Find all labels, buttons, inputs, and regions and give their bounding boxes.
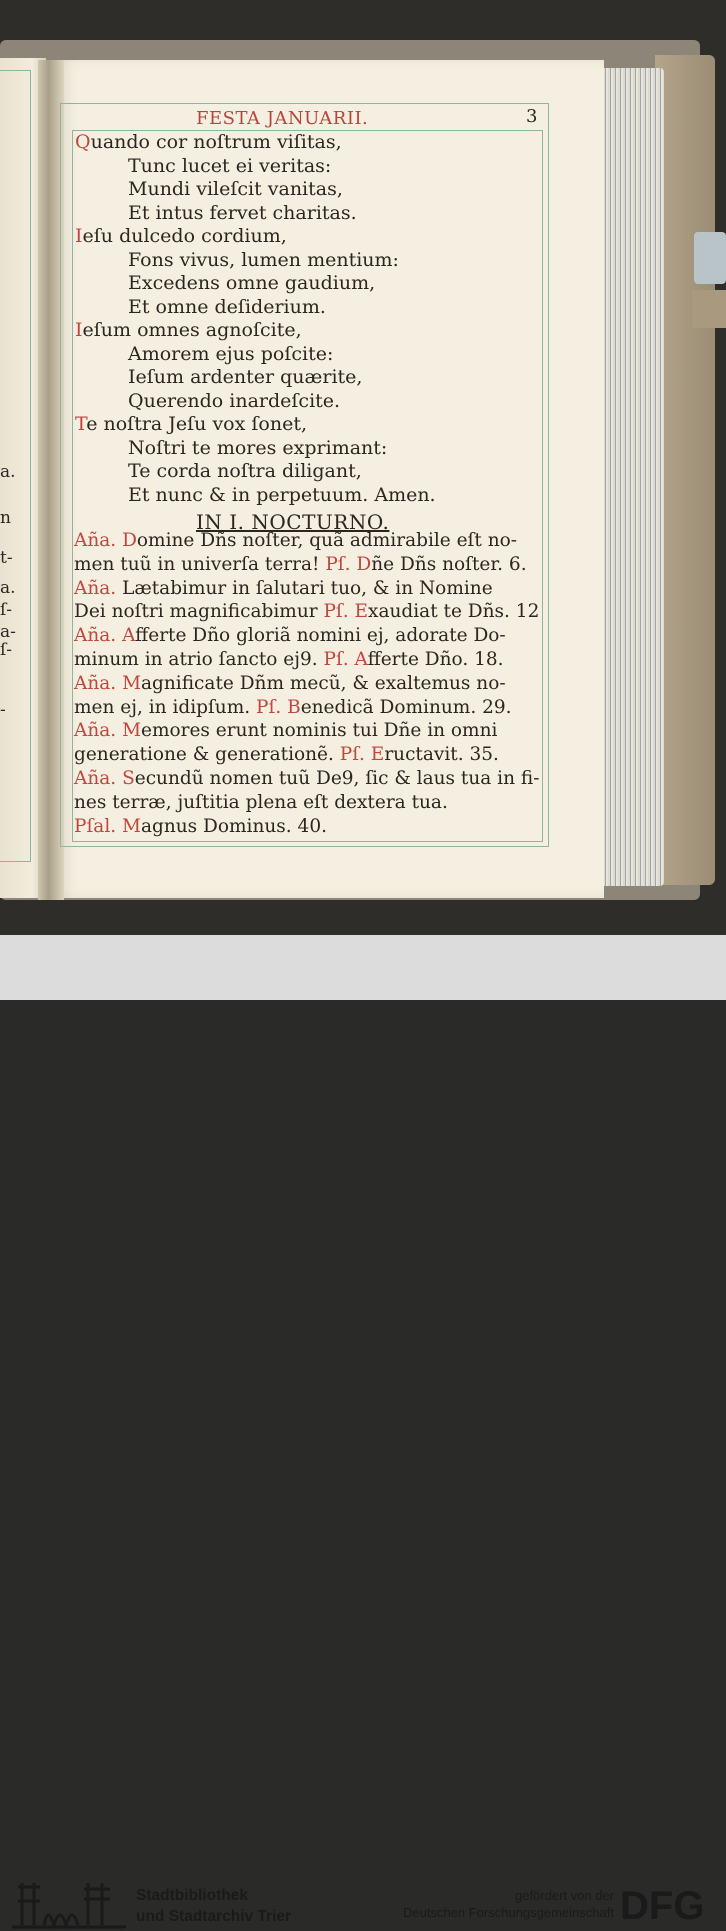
hymn-line-text: Amorem ejus poſcite: — [128, 342, 334, 365]
hymn-line — [75, 131, 342, 153]
book-cover-right — [655, 55, 715, 885]
left-page-fragment: ſ- — [0, 640, 13, 660]
page-number: 3 — [526, 106, 538, 127]
antiphon-line — [74, 768, 539, 790]
antiphon-text: enedicã Dominum. 29. — [300, 696, 512, 718]
rubric-text: Aña. M — [74, 672, 142, 694]
hymn-line-text: uando cor noſtrum viſitas, — [90, 131, 342, 153]
red-initial: T — [75, 413, 87, 435]
running-header: FESTA JANUARII. — [196, 108, 369, 129]
antiphon-line — [74, 697, 512, 719]
hymn-line — [128, 390, 340, 412]
antiphon-text: ñe Dñs noſter. 6. — [371, 553, 527, 575]
hymn-line — [75, 319, 302, 341]
hymn-line — [128, 366, 362, 388]
hymn-line — [128, 155, 331, 177]
antiphon-line — [74, 649, 504, 671]
rubric-text: Pſ. B — [256, 696, 301, 718]
hymn-line-text: Te corda noſtra diligant, — [128, 460, 362, 482]
rubric-text: Aña. A — [74, 625, 136, 647]
hymn-line-text: eſu dulcedo cordium, — [82, 225, 287, 247]
hymn-line-text: eſum omnes agnoſcite, — [82, 319, 302, 341]
rubric-text: Aña. M — [74, 720, 142, 742]
antiphon-text: omine Dñs noſter, quã admirabile eſt no- — [136, 530, 518, 551]
hymn-line — [75, 413, 307, 435]
hymn-line-text: Tunc lucet ei veritas: — [128, 154, 332, 177]
hymn-line — [128, 178, 343, 200]
antiphon-line — [74, 554, 527, 576]
antiphon-line — [74, 578, 493, 600]
antiphon-line — [74, 673, 506, 695]
left-page-fragment: ſ- — [0, 600, 13, 620]
antiphon-line — [74, 530, 517, 552]
red-initial: I — [75, 225, 83, 247]
antiphon-line — [74, 816, 327, 838]
nocturn-heading: IN I. NOCTURNO. — [196, 510, 390, 534]
hymn-line-text: Mundi vileſcit vanitas, — [128, 178, 343, 200]
left-page-fragment: t- — [0, 548, 13, 568]
antiphon-text: fferte Dño gloriã nomini ej, adorate Do- — [135, 625, 506, 647]
rubric-text: Pſ. E — [323, 601, 369, 623]
antiphon-line — [74, 625, 506, 647]
antiphon-line — [74, 744, 499, 766]
left-page-fragment: - — [0, 700, 6, 720]
clasp-strap — [692, 290, 726, 328]
library-name — [136, 1885, 291, 1927]
library-name-line1: Stadtbibliothek — [136, 1887, 248, 1904]
antiphon-text: ructavit. 35. — [384, 744, 499, 766]
footer-bar — [0, 935, 726, 1925]
rubric-text: Aña. S — [74, 768, 135, 789]
hymn-line-text: Et omne deſiderium. — [128, 295, 326, 318]
hymn-line — [128, 437, 387, 459]
hymn-line-text: e noſtra Jeſu vox ſonet, — [86, 413, 308, 435]
hymn-line-text: Et intus fervet charitas. — [128, 201, 357, 224]
hymn-line — [128, 272, 375, 294]
hymn-line — [128, 343, 333, 365]
funding-line2: Deutschen Forschungsgemeinschaft — [402, 1905, 614, 1920]
rubric-text: Pſ. E — [339, 744, 385, 766]
antiphon-text: generatione & generationẽ. — [74, 744, 340, 766]
antiphon-text: ecundũ nomen tuũ De9, ſic & laus tua in fi- — [134, 768, 540, 789]
funding-text — [403, 1887, 614, 1921]
hymn-line-text: Fons vivus, lumen mentium: — [128, 248, 399, 271]
rubric-text: Aña. — [74, 577, 123, 599]
page-edges — [598, 68, 664, 886]
dfg-logo — [620, 1883, 720, 1925]
antiphon-text: men ej, in idipſum. — [74, 696, 257, 718]
stadtbibliothek-logo — [10, 1879, 128, 1931]
hymn-line-text: Et nunc & in perpetuum. Amen. — [128, 483, 436, 506]
red-initial: I — [75, 319, 83, 341]
antiphon-text: men tuũ in univerſa terra! — [74, 553, 326, 575]
rubric-text: Aña. D — [74, 530, 137, 551]
rubric-text: Pſ. A — [323, 649, 368, 670]
red-initial: Q — [75, 131, 91, 153]
left-page-fragment: n — [0, 508, 11, 528]
rubric-text: Pſ. D — [325, 553, 372, 575]
rubric-text: Pſal. M — [74, 815, 141, 837]
antiphon-line — [74, 601, 539, 623]
antiphon-text: minum in atrio ſancto ej9. — [74, 649, 324, 670]
hymn-line — [128, 460, 362, 482]
hymn-line — [128, 296, 326, 318]
hymn-line — [128, 249, 399, 271]
antiphon-line — [74, 792, 448, 814]
hymn-line — [75, 225, 287, 247]
left-page-fragment: a- — [0, 622, 16, 642]
dfg-logo-text: DFG — [620, 1884, 705, 1925]
hymn-line — [128, 202, 357, 224]
antiphon-text: emores erunt nominis tui Dñe in omni — [141, 720, 498, 742]
hymn-line-text: Excedens omne gaudium, — [128, 272, 376, 294]
library-name-line2: und Stadtarchiv Trier — [136, 1908, 292, 1925]
hymn-line-text: Noſtri te mores exprimant: — [128, 436, 388, 459]
left-page-fragment: a. — [0, 578, 16, 598]
antiphon-text: fferte Dño. 18. — [367, 649, 504, 670]
hymn-line — [128, 484, 436, 506]
antiphon-text: agnus Dominus. 40. — [140, 815, 327, 837]
hymn-line-text: Ieſum ardenter quærite, — [128, 366, 363, 388]
antiphon-text: nes terræ, juſtitia plena eſt dextera tua. — [74, 791, 448, 813]
left-page-fragment: a. — [0, 462, 16, 482]
antiphon-text: Lætabimur in ſalutari tuo, & in Nomine — [122, 577, 493, 599]
clasp — [694, 232, 726, 284]
antiphon-text: Dei noſtri magnificabimur — [74, 601, 324, 623]
antiphon-line — [74, 720, 497, 742]
antiphon-text: agnificate Dñm mecũ, & exaltemus no- — [141, 672, 506, 694]
book-photograph — [0, 0, 726, 935]
funding-line1: gefördert von der — [514, 1888, 614, 1903]
antiphon-text: xaudiat te Dñs. 12 — [368, 601, 540, 623]
hymn-line-text: Querendo inardeſcite. — [128, 389, 341, 412]
